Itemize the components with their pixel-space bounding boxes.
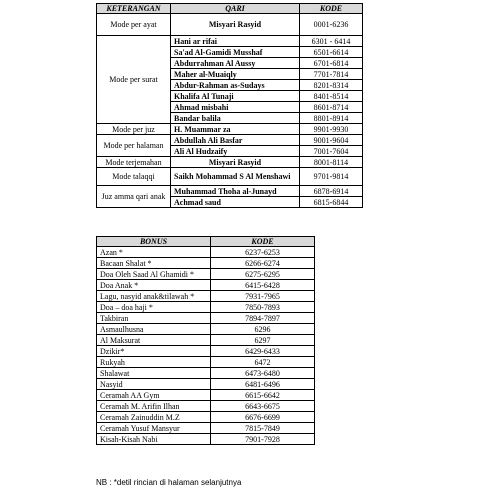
- kode-cell: 0001-6236: [300, 14, 363, 36]
- bonus-table-row: [97, 357, 315, 368]
- bonus-kode-cell: 6615-6642: [211, 390, 315, 401]
- category-cell: Mode terjemahan: [97, 157, 171, 168]
- qari-name-cell: Bandar balila: [171, 113, 300, 124]
- qari-name-cell: Misyari Rasyid: [171, 157, 300, 168]
- qari-name-cell: Ali Al Hudzaify: [171, 146, 300, 157]
- qari-name-cell: Abdurrahman Al Aussy: [171, 58, 300, 69]
- header-bonus-kode: KODE: [211, 237, 315, 247]
- bonus-table-row: [97, 390, 315, 401]
- kode-cell: 8201-8314: [300, 80, 363, 91]
- bonus-table: [96, 236, 315, 445]
- qari-name-cell: Maher al-Muaiqly: [171, 69, 300, 80]
- qari-name-cell: Ahmad misbahi: [171, 102, 300, 113]
- qari-table-row: [97, 124, 363, 135]
- bonus-table-row: [97, 302, 315, 313]
- bonus-name-cell: Kisah-Kisah Nabi: [97, 434, 211, 445]
- bonus-table-row: [97, 313, 315, 324]
- kode-cell: 9901-9930: [300, 124, 363, 135]
- bonus-table-row: [97, 335, 315, 346]
- bonus-name-cell: Bacaan Shalat *: [97, 258, 211, 269]
- qari-table-header: [97, 4, 363, 14]
- kode-cell: 9701-9814: [300, 168, 363, 186]
- bonus-kode-cell: 7850-7893: [211, 302, 315, 313]
- bonus-name-cell: Lagu, nasyid anak&tilawah *: [97, 291, 211, 302]
- bonus-kode-cell: 6237-6253: [211, 247, 315, 258]
- bonus-table-row: [97, 423, 315, 434]
- bonus-kode-cell: 6676-6699: [211, 412, 315, 423]
- bonus-name-cell: Takbiran: [97, 313, 211, 324]
- qari-name-cell: Misyari Rasyid: [171, 14, 300, 36]
- bonus-table-header: [97, 237, 315, 247]
- bonus-name-cell: Doa Oleh Saad Al Ghamidi *: [97, 269, 211, 280]
- bonus-name-cell: Ceramah Zainuddin M.Z: [97, 412, 211, 423]
- qari-table-row: [97, 168, 363, 186]
- category-cell: Mode per surat: [97, 36, 171, 124]
- bonus-kode-cell: 6429-6433: [211, 346, 315, 357]
- kode-cell: 8401-8514: [300, 91, 363, 102]
- kode-cell: 9001-9604: [300, 135, 363, 146]
- header-bonus: BONUS: [97, 237, 211, 247]
- kode-cell: 6301 - 6414: [300, 36, 363, 47]
- bonus-table-row: [97, 291, 315, 302]
- bonus-kode-cell: 6415-6428: [211, 280, 315, 291]
- kode-cell: 8801-8914: [300, 113, 363, 124]
- bonus-name-cell: Doa – doa haji *: [97, 302, 211, 313]
- bonus-table-row: [97, 368, 315, 379]
- bonus-table-row: [97, 280, 315, 291]
- bonus-table-row: [97, 434, 315, 445]
- kode-cell: 6878-6914: [300, 186, 363, 197]
- kode-cell: 7001-7604: [300, 146, 363, 157]
- bonus-kode-cell: 6296: [211, 324, 315, 335]
- bonus-kode-cell: 7894-7897: [211, 313, 315, 324]
- qari-name-cell: Achmad saud: [171, 197, 300, 208]
- kode-cell: 6815-6844: [300, 197, 363, 208]
- kode-cell: 8601-8714: [300, 102, 363, 113]
- kode-cell: 6701-6814: [300, 58, 363, 69]
- bonus-name-cell: Ceramah M. Arifin Ilhan: [97, 401, 211, 412]
- category-cell: Mode talaqqi: [97, 168, 171, 186]
- qari-table: [96, 3, 363, 208]
- qari-table-row: [97, 186, 363, 197]
- bonus-kode-cell: 7901-7928: [211, 434, 315, 445]
- bonus-kode-cell: 6472: [211, 357, 315, 368]
- bonus-table-row: [97, 412, 315, 423]
- header-qari: QARI: [171, 4, 300, 14]
- qari-name-cell: Abdur-Rahman as-Sudays: [171, 80, 300, 91]
- kode-cell: 6501-6614: [300, 47, 363, 58]
- qari-table-row: [97, 135, 363, 146]
- bonus-kode-cell: 7815-7849: [211, 423, 315, 434]
- bonus-table-row: [97, 379, 315, 390]
- bonus-kode-cell: 6266-6274: [211, 258, 315, 269]
- bonus-kode-cell: 6643-6675: [211, 401, 315, 412]
- bonus-name-cell: Asmaulhusna: [97, 324, 211, 335]
- bonus-table-row: [97, 269, 315, 280]
- footnote: NB : *detil rincian di halaman selanjutnya: [96, 478, 242, 487]
- bonus-name-cell: Doa Anak *: [97, 280, 211, 291]
- category-cell: Juz amma qari anak: [97, 186, 171, 208]
- qari-name-cell: Sa'ad Al-Gamidi Musshaf: [171, 47, 300, 58]
- header-kode: KODE: [300, 4, 363, 14]
- bonus-name-cell: Ceramah Yusuf Mansyur: [97, 423, 211, 434]
- category-cell: Mode per ayat: [97, 14, 171, 36]
- bonus-kode-cell: 6297: [211, 335, 315, 346]
- qari-table-row: [97, 36, 363, 47]
- bonus-table-row: [97, 258, 315, 269]
- bonus-name-cell: Azan *: [97, 247, 211, 258]
- bonus-name-cell: Al Maksurat: [97, 335, 211, 346]
- bonus-name-cell: Shalawat: [97, 368, 211, 379]
- kode-cell: 7701-7814: [300, 69, 363, 80]
- bonus-table-row: [97, 401, 315, 412]
- qari-table-row: [97, 14, 363, 36]
- bonus-kode-cell: 6473-6480: [211, 368, 315, 379]
- qari-name-cell: H. Muammar za: [171, 124, 300, 135]
- bonus-name-cell: Nasyid: [97, 379, 211, 390]
- bonus-kode-cell: 6275-6295: [211, 269, 315, 280]
- qari-name-cell: Muhammad Thoha al-Junayd: [171, 186, 300, 197]
- qari-name-cell: Hani ar rifai: [171, 36, 300, 47]
- bonus-table-row: [97, 324, 315, 335]
- bonus-table-row: [97, 346, 315, 357]
- qari-name-cell: Saikh Mohammad S Al Menshawi: [171, 168, 300, 186]
- category-cell: Mode per juz: [97, 124, 171, 135]
- bonus-name-cell: Dzikir*: [97, 346, 211, 357]
- bonus-kode-cell: 7931-7965: [211, 291, 315, 302]
- bonus-name-cell: Rukyah: [97, 357, 211, 368]
- category-cell: Mode per halaman: [97, 135, 171, 157]
- qari-table-row: [97, 157, 363, 168]
- qari-name-cell: Abdullah Ali Basfar: [171, 135, 300, 146]
- header-keterangan: KETERANGAN: [97, 4, 171, 14]
- kode-cell: 8001-8114: [300, 157, 363, 168]
- bonus-kode-cell: 6481-6496: [211, 379, 315, 390]
- bonus-name-cell: Ceramah AA Gym: [97, 390, 211, 401]
- qari-name-cell: Khalifa Al Tunaji: [171, 91, 300, 102]
- bonus-table-row: [97, 247, 315, 258]
